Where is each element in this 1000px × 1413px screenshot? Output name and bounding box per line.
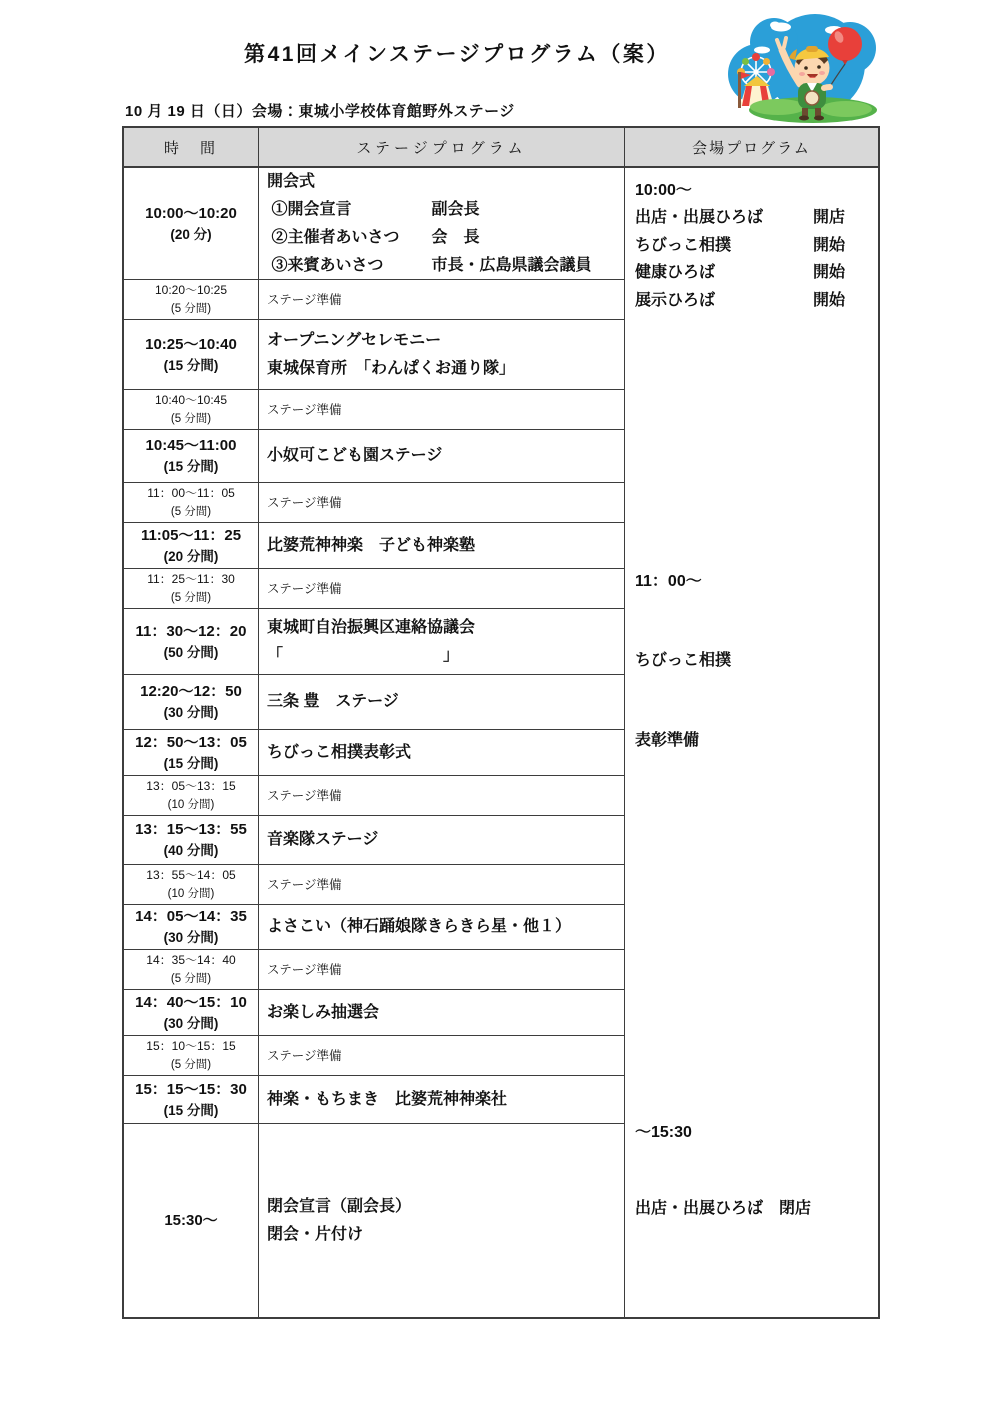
time-range: 11：30～12：20 bbox=[135, 622, 247, 640]
stage-program-cell bbox=[259, 523, 625, 568]
time-range: 11：25～11：30 bbox=[147, 572, 235, 586]
time-range: 10:20～10:25 bbox=[154, 283, 228, 297]
time-duration: (5 分間) bbox=[170, 1058, 212, 1071]
table-row bbox=[124, 430, 625, 483]
stage-program-cell bbox=[259, 865, 625, 904]
venue-line: 表彰準備 bbox=[635, 731, 700, 749]
page-subtitle: 10 月 19 日（日）会場：東城小学校体育館野外ステージ bbox=[125, 103, 515, 120]
venue-block-noon bbox=[635, 515, 731, 807]
table-row bbox=[124, 905, 625, 950]
table-row bbox=[124, 390, 625, 430]
stage-program-cell bbox=[259, 776, 625, 815]
stage-program-line: 開会式 bbox=[267, 172, 316, 190]
time-cell bbox=[124, 730, 259, 775]
venue-item bbox=[635, 204, 845, 232]
stage-program-line: ステージ準備 bbox=[267, 581, 342, 596]
time-range: 14：35～14：40 bbox=[146, 953, 236, 967]
stage-program-cell bbox=[259, 675, 625, 729]
time-cell bbox=[124, 280, 259, 319]
table-body bbox=[124, 168, 878, 1317]
stage-program-line: 閉会・片付け bbox=[267, 1225, 364, 1243]
time-duration: (30 分間) bbox=[163, 930, 219, 945]
time-range: 15:30～ bbox=[164, 1212, 218, 1229]
table-row bbox=[124, 730, 625, 776]
time-cell bbox=[124, 950, 259, 989]
festival-boy-balloon-icon bbox=[718, 10, 888, 124]
program-table bbox=[122, 126, 880, 1319]
table-row bbox=[124, 1076, 625, 1124]
time-range: 12：50～13：05 bbox=[135, 733, 247, 751]
stage-program-line: 神楽・もちまき 比婆荒神神楽社 bbox=[267, 1090, 508, 1108]
time-range: 11:05～11：25 bbox=[140, 526, 242, 544]
header-cell-venue-program: 会場プログラム bbox=[692, 139, 811, 157]
venue-block-heading: 11：00～ bbox=[635, 573, 702, 590]
stage-program-cell bbox=[259, 1076, 625, 1123]
venue-item-status: 開始 bbox=[812, 291, 845, 309]
time-cell bbox=[124, 675, 259, 729]
time-duration: (50 分間) bbox=[163, 644, 219, 660]
table-row bbox=[124, 609, 625, 675]
stage-program-line: よさこい（神石踊娘隊きらきら星・他１） bbox=[267, 918, 572, 935]
stage-program-cell bbox=[259, 609, 625, 674]
venue-block-heading: ～15:30 bbox=[635, 1124, 692, 1141]
stage-program-cell bbox=[259, 430, 625, 482]
time-duration: (5 分間) bbox=[170, 591, 212, 604]
stage-program-line: 東城保育所 「わんぱくお通り隊」 bbox=[267, 359, 516, 377]
table-row bbox=[124, 523, 625, 569]
time-duration: (10 分間) bbox=[167, 887, 215, 900]
time-range: 10:25～10:40 bbox=[145, 335, 237, 353]
venue-item-name: 展示ひろば bbox=[635, 291, 716, 309]
time-duration: (5 分間) bbox=[170, 972, 212, 985]
table-row bbox=[124, 280, 625, 320]
time-range: 10:40～10:45 bbox=[154, 393, 228, 407]
stage-program-cell bbox=[259, 168, 625, 279]
venue-block-closing bbox=[635, 1069, 811, 1271]
venue-item-status: 開始 bbox=[812, 236, 845, 254]
time-cell bbox=[124, 1124, 259, 1317]
stage-program-cell bbox=[259, 905, 625, 949]
venue-program-cell bbox=[625, 168, 878, 1317]
stage-program-cell bbox=[259, 280, 625, 319]
table-header-row bbox=[124, 128, 878, 168]
stage-program-cell bbox=[259, 1124, 625, 1317]
time-duration: (20 分) bbox=[170, 226, 212, 242]
time-cell bbox=[124, 1036, 259, 1075]
time-cell bbox=[124, 865, 259, 904]
stage-program-cell bbox=[259, 730, 625, 775]
stage-program-line: ステージ準備 bbox=[267, 877, 342, 892]
time-duration: (30 分間) bbox=[163, 705, 219, 720]
time-duration: (15 分間) bbox=[163, 459, 219, 474]
schedule-rows bbox=[124, 168, 625, 1317]
time-duration: (10 分間) bbox=[167, 798, 215, 811]
venue-item-name: 出店・出展ひろば bbox=[635, 209, 764, 226]
time-range: 13：55～14：05 bbox=[146, 868, 236, 882]
stage-program-line: 小奴可こども園ステージ bbox=[267, 447, 443, 464]
table-row bbox=[124, 816, 625, 865]
venue-block-morning bbox=[625, 168, 878, 314]
stage-program-line: ステージ準備 bbox=[267, 292, 342, 307]
venue-item bbox=[635, 232, 845, 260]
venue-item-status: 開店 bbox=[812, 209, 845, 226]
venue-item bbox=[635, 287, 845, 315]
stage-program-line: ③来賓あいさつ 市長・広島県議会議員 bbox=[267, 256, 592, 274]
time-duration: (20 分間) bbox=[163, 548, 219, 564]
time-range: 10:45～11:00 bbox=[145, 437, 237, 454]
time-range: 13：15～13：55 bbox=[135, 821, 247, 838]
stage-program-cell bbox=[259, 1036, 625, 1075]
venue-line: ちびっこ相撲 bbox=[635, 652, 732, 669]
table-row bbox=[124, 990, 625, 1036]
stage-program-line: ①開会宣言 副会長 bbox=[267, 200, 480, 218]
venue-item bbox=[635, 259, 845, 287]
venue-block-heading: 10:00～ bbox=[635, 182, 692, 199]
time-cell bbox=[124, 320, 259, 389]
stage-program-line: ②主催者あいさつ 会 長 bbox=[267, 228, 480, 246]
time-cell bbox=[124, 430, 259, 482]
time-range: 12:20～12：50 bbox=[140, 683, 242, 700]
table-row bbox=[124, 1124, 625, 1317]
stage-program-line: ステージ準備 bbox=[267, 402, 342, 417]
table-row bbox=[124, 483, 625, 523]
time-duration: (5 分間) bbox=[170, 412, 212, 425]
stage-program-line: ステージ準備 bbox=[267, 962, 342, 977]
table-row bbox=[124, 1036, 625, 1076]
stage-program-line: お楽しみ抽選会 bbox=[267, 1003, 380, 1021]
time-duration: (15 分間) bbox=[163, 357, 219, 373]
table-row bbox=[124, 675, 625, 730]
stage-program-line: 音楽隊ステージ bbox=[267, 831, 379, 848]
stage-program-line: 閉会宣言（副会長） bbox=[267, 1197, 412, 1215]
time-range: 13：05～13：15 bbox=[146, 779, 236, 793]
time-cell bbox=[124, 390, 259, 429]
stage-program-cell bbox=[259, 483, 625, 522]
page-title: 第41回メインステージプログラム（案） bbox=[244, 43, 670, 66]
venue-open-list bbox=[635, 204, 845, 314]
time-duration: (15 分間) bbox=[163, 755, 219, 771]
stage-program-cell bbox=[259, 816, 625, 864]
stage-program-cell bbox=[259, 320, 625, 389]
time-cell bbox=[124, 523, 259, 568]
stage-program-line: ステージ準備 bbox=[267, 1048, 342, 1063]
time-duration: (30 分間) bbox=[163, 1015, 219, 1031]
time-cell bbox=[124, 483, 259, 522]
table-row bbox=[124, 776, 625, 816]
time-cell bbox=[124, 609, 259, 674]
time-range: 14：05～14：35 bbox=[135, 908, 247, 925]
time-duration: (15 分間) bbox=[163, 1102, 219, 1118]
stage-program-cell bbox=[259, 390, 625, 429]
time-cell bbox=[124, 990, 259, 1035]
table-row bbox=[124, 320, 625, 390]
stage-program-line: ちびっこ相撲表彰式 bbox=[267, 743, 412, 761]
time-range: 14：40～15：10 bbox=[135, 993, 247, 1011]
stage-program-cell bbox=[259, 569, 625, 608]
venue-item-name: 健康ひろば bbox=[635, 264, 716, 281]
table-row bbox=[124, 865, 625, 905]
header-cell-time: 時 間 bbox=[124, 128, 259, 166]
time-cell bbox=[124, 816, 259, 864]
stage-program-line: 比婆荒神神楽 子ども神楽塾 bbox=[267, 536, 476, 554]
stage-program-line: 「 」 bbox=[267, 646, 460, 664]
venue-line: 出店・出展ひろば 閉店 bbox=[635, 1200, 812, 1217]
time-range: 15：15～15：30 bbox=[135, 1080, 247, 1098]
time-cell bbox=[124, 905, 259, 949]
time-cell bbox=[124, 776, 259, 815]
time-range: 11：00～11：05 bbox=[147, 486, 235, 500]
table-row bbox=[124, 950, 625, 990]
stage-program-line: ステージ準備 bbox=[267, 788, 342, 803]
festival-mascot-illustration bbox=[718, 10, 888, 124]
stage-program-cell bbox=[259, 950, 625, 989]
time-duration: (5 分間) bbox=[170, 505, 212, 518]
venue-item-status: 開始 bbox=[812, 264, 845, 281]
header-cell-stage-program: ステージプログラム bbox=[259, 128, 625, 166]
stage-program-cell bbox=[259, 990, 625, 1035]
stage-program-line: 東城町自治振興区連絡協議会 bbox=[267, 618, 476, 636]
time-cell bbox=[124, 569, 259, 608]
venue-item-name: ちびっこ相撲 bbox=[635, 236, 732, 254]
time-range: 15：10～15：15 bbox=[146, 1039, 236, 1053]
time-duration: (40 分間) bbox=[163, 843, 219, 858]
stage-program-line: ステージ準備 bbox=[267, 495, 342, 510]
table-row bbox=[124, 569, 625, 609]
time-range: 10:00～10:20 bbox=[145, 204, 237, 222]
stage-program-line: 三条 豊 ステージ bbox=[267, 693, 399, 710]
table-row bbox=[124, 168, 625, 280]
time-duration: (5 分間) bbox=[170, 302, 212, 315]
stage-program-line: オープニングセレモニー bbox=[267, 331, 442, 349]
time-cell bbox=[124, 1076, 259, 1123]
time-cell bbox=[124, 168, 259, 279]
